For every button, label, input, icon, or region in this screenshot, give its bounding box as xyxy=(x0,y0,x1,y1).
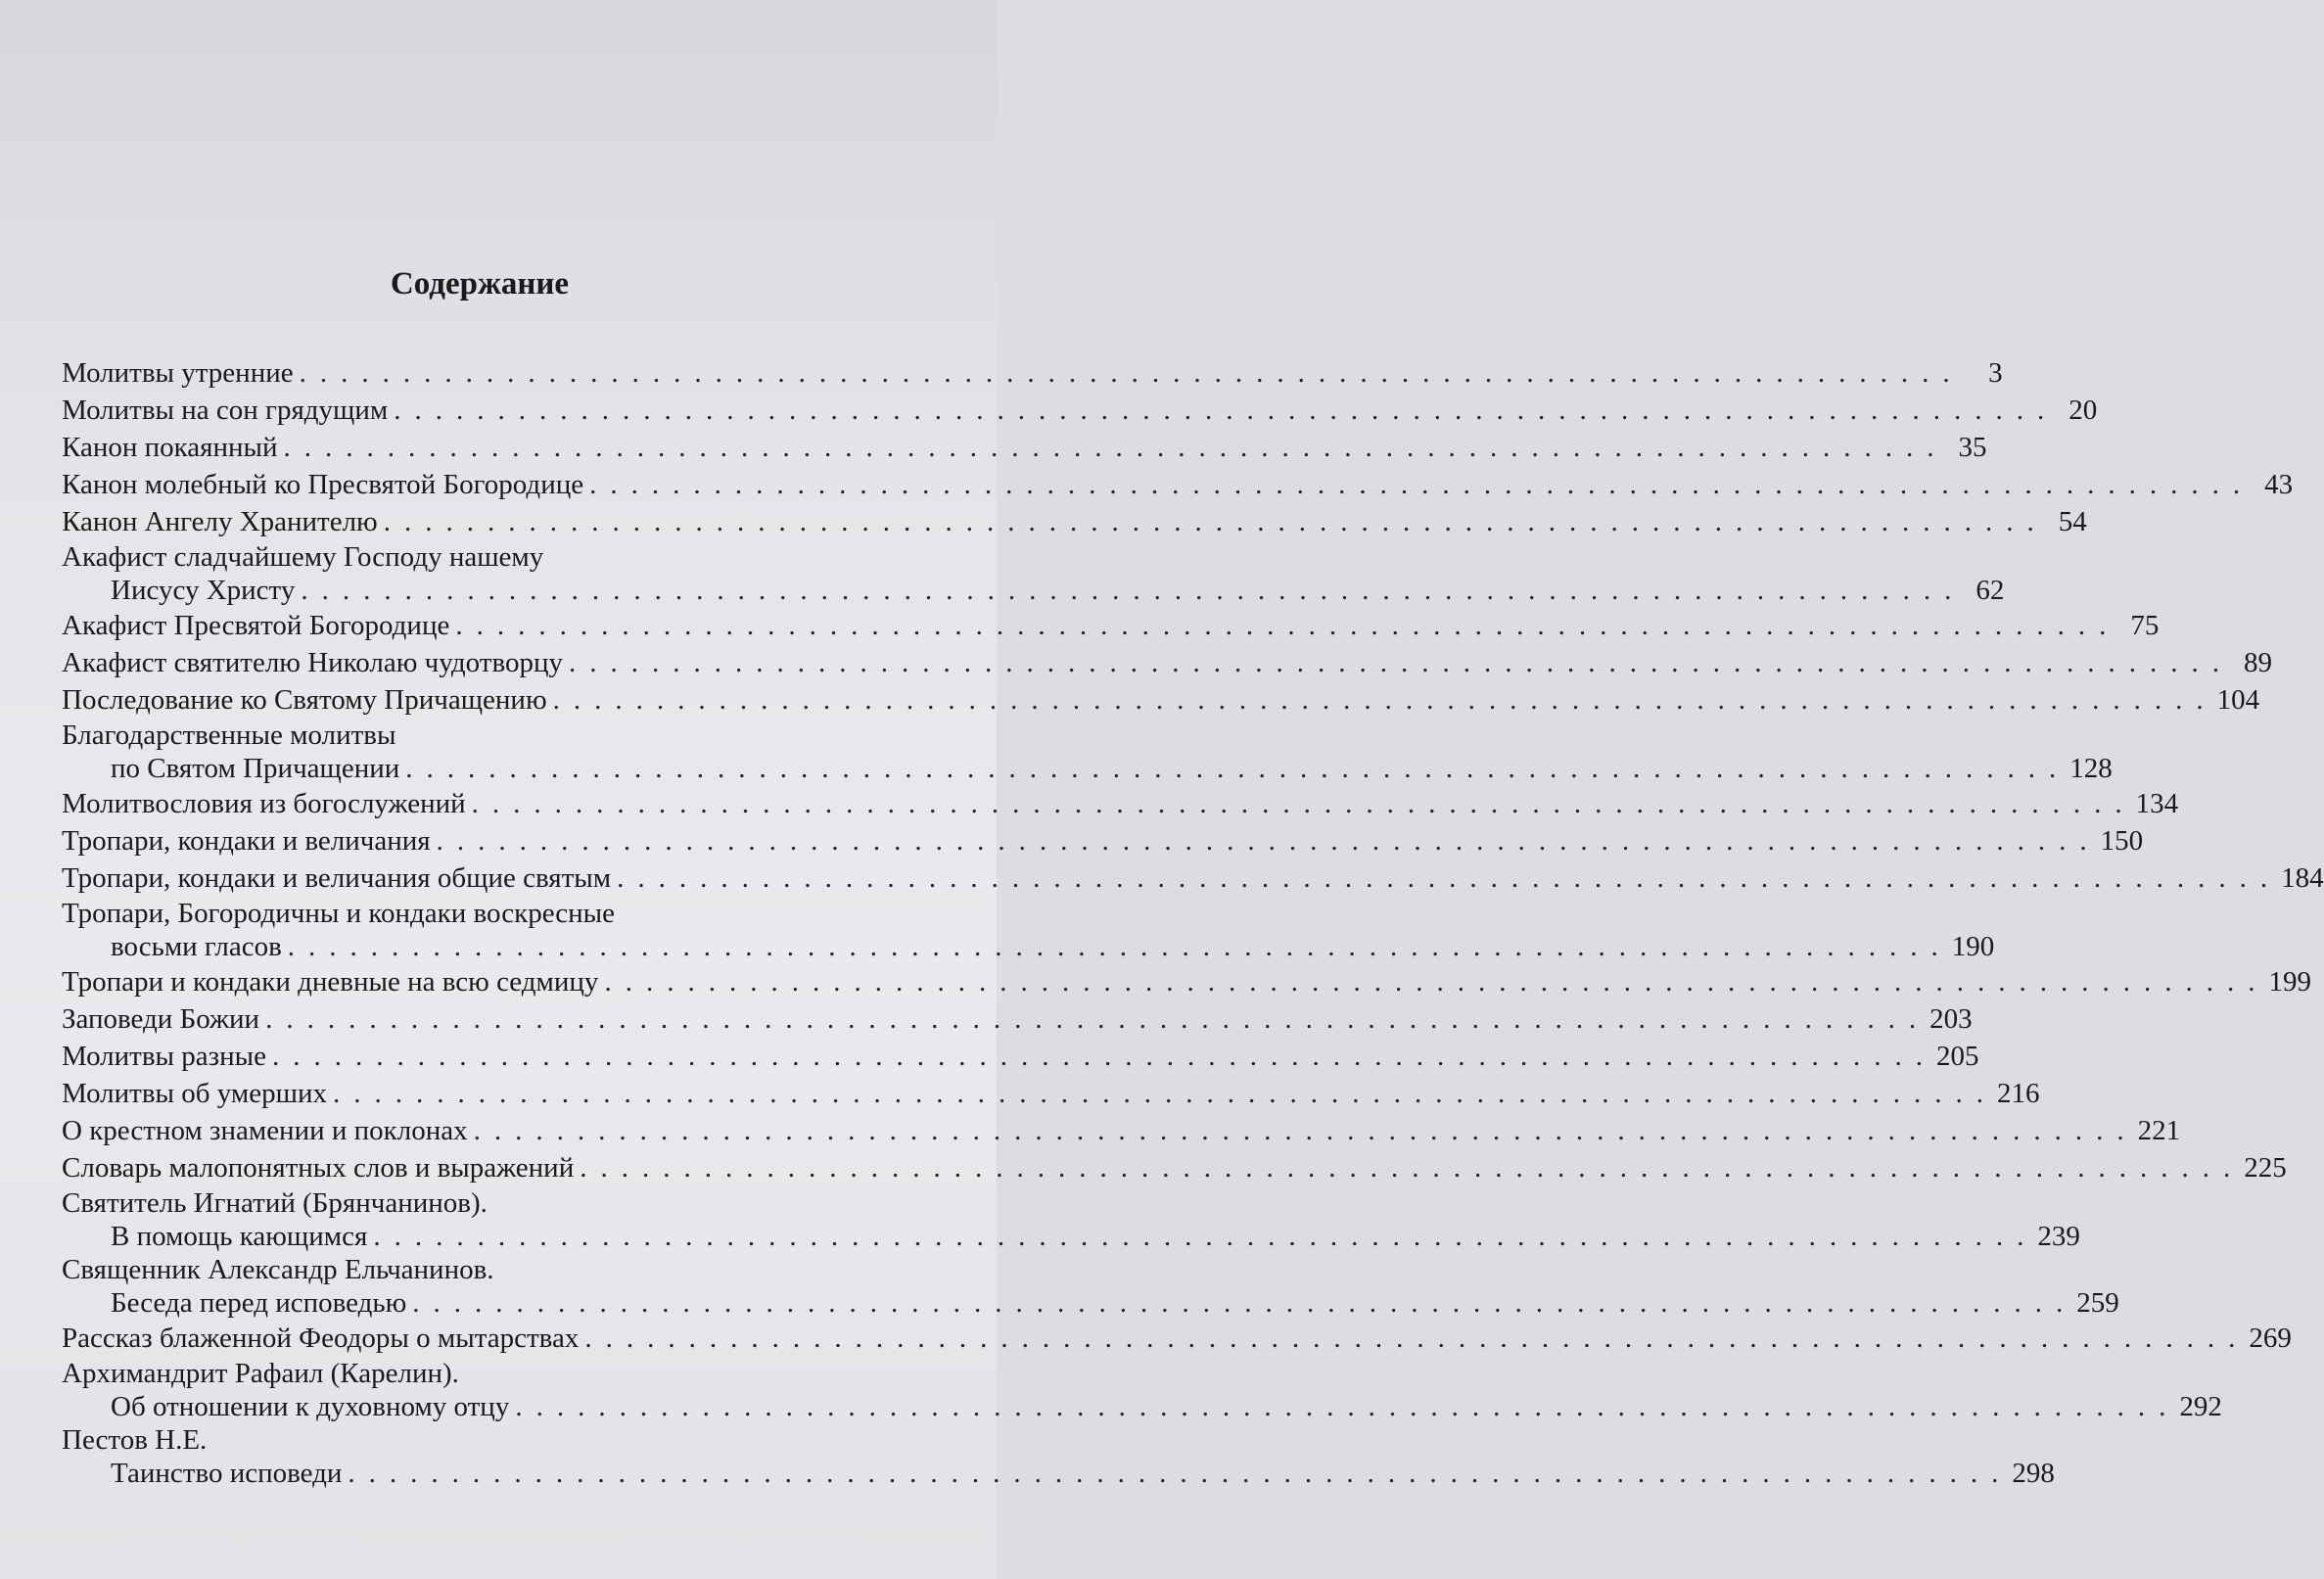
toc-page-number: 104 xyxy=(2216,684,2260,716)
toc-entry xyxy=(62,897,1995,963)
toc-line xyxy=(62,1038,1979,1075)
toc-entry-title: Об отношении к духовному отцу xyxy=(111,1391,510,1422)
toc-entry-title: Тропари, кондаки и величания общие святым xyxy=(62,862,612,894)
dot-leader: ................................................................................ xyxy=(265,1003,1930,1035)
toc-entry-title: Пестов Н.Е. xyxy=(62,1424,208,1456)
toc-line xyxy=(62,607,2160,644)
toc-entry xyxy=(62,392,2098,429)
toc-entry-title: Последование ко Святому Причащению xyxy=(62,684,547,716)
toc-page-number: 221 xyxy=(2137,1115,2181,1146)
dot-leader: ................................................................................ xyxy=(287,931,1952,962)
toc-page-number: 89 xyxy=(2244,647,2272,678)
toc-page-number: 54 xyxy=(2058,506,2087,537)
toc-entry-title: по Святом Причащении xyxy=(111,753,400,784)
dot-leader: ................................................................................ xyxy=(283,432,1948,463)
toc-entry xyxy=(62,1186,2080,1253)
toc-entry xyxy=(62,822,2144,859)
toc-line xyxy=(62,1253,904,1286)
toc-entry-title: Архимандрит Рафаил (Карелин). xyxy=(62,1358,459,1389)
toc-entry-title: Молитвы разные xyxy=(62,1041,266,1072)
dot-leader: ................................................................................ xyxy=(617,862,2282,894)
dot-leader: ................................................................................ xyxy=(515,1391,2180,1422)
toc-line xyxy=(62,752,2113,785)
toc-entry-title: Рассказ блаженной Феодоры о мытарствах xyxy=(62,1323,580,1354)
toc-page-number: 134 xyxy=(2135,788,2179,819)
toc-entry xyxy=(62,1253,2119,1320)
toc-entry-title: Заповеди Божии xyxy=(62,1003,260,1035)
toc-line xyxy=(62,719,904,752)
toc-line xyxy=(62,1423,904,1457)
toc-page-number: 203 xyxy=(1929,1003,1973,1035)
dot-leader: ................................................................................ xyxy=(332,1078,1997,1109)
toc-page-number: 190 xyxy=(1951,931,1995,962)
toc-entry-title: Тропари, Богородичны и кондаки воскресные xyxy=(62,898,616,929)
dot-leader: ................................................................................ xyxy=(473,1115,2138,1146)
toc-entry xyxy=(62,1038,1979,1075)
toc-entry xyxy=(62,785,2179,822)
toc-line xyxy=(62,540,904,574)
dot-leader: ................................................................................ xyxy=(604,966,2269,998)
toc-entry xyxy=(62,466,2294,503)
toc-entry xyxy=(62,1075,2040,1112)
dot-leader: ................................................................................ xyxy=(569,647,2233,678)
toc-entry-title: Канон покаянный xyxy=(62,432,278,463)
toc-line xyxy=(62,429,1987,466)
toc-page-number: 216 xyxy=(1996,1078,2040,1109)
dot-leader: ................................................................................ xyxy=(405,753,2070,784)
toc-entry-title: Канон молебный ко Пресвятой Богородице xyxy=(62,469,584,500)
table-of-contents xyxy=(62,354,2324,1490)
toc-entry-title: Молитвы об умерших xyxy=(62,1078,327,1109)
toc-page-number: 184 xyxy=(2281,862,2324,894)
toc-line xyxy=(62,392,2098,429)
dot-leader: ................................................................................ xyxy=(299,357,1964,389)
toc-line xyxy=(62,963,2311,1000)
toc-line xyxy=(62,1000,1973,1038)
toc-line xyxy=(62,574,2005,607)
toc-entry xyxy=(62,681,2260,719)
toc-entry xyxy=(62,540,2005,607)
toc-line xyxy=(62,930,1995,963)
toc-page-number: 298 xyxy=(2012,1458,2055,1489)
toc-line xyxy=(62,1149,2287,1186)
toc-entry-title: Молитвы на сон грядущим xyxy=(62,395,389,426)
dot-leader: ................................................................................ xyxy=(348,1458,2013,1489)
toc-line xyxy=(62,1075,2040,1112)
toc-line xyxy=(62,681,2260,719)
toc-entry-title: О крестном знамении и поклонах xyxy=(62,1115,468,1146)
toc-entry xyxy=(62,644,2272,681)
toc-entry-title: Акафист Пресвятой Богородице xyxy=(62,610,450,641)
dot-leader: ................................................................................ xyxy=(383,506,2048,537)
toc-entry-title: Священник Александр Ельчанинов. xyxy=(62,1254,494,1285)
dot-leader: ................................................................................ xyxy=(301,575,1966,606)
toc-page-number: 239 xyxy=(2037,1221,2080,1252)
toc-entry xyxy=(62,1357,2222,1423)
toc-line xyxy=(62,1286,2119,1320)
dot-leader: ................................................................................ xyxy=(552,684,2217,716)
toc-entry-title: Тропари и кондаки дневные на всю седмицу xyxy=(62,966,599,998)
toc-line xyxy=(62,1186,904,1220)
toc-entry-title: Словарь малопонятных слов и выражений xyxy=(62,1152,575,1184)
toc-page-number: 20 xyxy=(2068,395,2098,426)
toc-entry-title: В помощь кающимся xyxy=(111,1221,368,1252)
dot-leader: ................................................................................ xyxy=(271,1041,1936,1072)
toc-line xyxy=(62,503,2087,540)
toc-page-number: 62 xyxy=(1975,575,2005,606)
toc-page-number: 3 xyxy=(1988,357,2003,389)
toc-page-number: 269 xyxy=(2249,1323,2292,1354)
toc-entry xyxy=(62,1320,2292,1357)
dot-leader: ................................................................................ xyxy=(584,1323,2250,1354)
toc-entry xyxy=(62,719,2113,785)
toc-line xyxy=(62,897,904,930)
toc-line xyxy=(62,859,2324,897)
toc-line xyxy=(62,822,2144,859)
toc-page-number: 75 xyxy=(2130,610,2160,641)
toc-line xyxy=(62,1357,904,1390)
toc-entry xyxy=(62,503,2087,540)
toc-entry-title: Святитель Игнатий (Брянчанинов). xyxy=(62,1187,488,1219)
dot-leader: ................................................................................ xyxy=(412,1287,2077,1319)
toc-entry xyxy=(62,1423,2055,1490)
toc-line xyxy=(62,1220,2080,1253)
toc-entry-title: Благодарственные молитвы xyxy=(62,720,396,751)
toc-page-number: 128 xyxy=(2069,753,2113,784)
toc-page-number: 150 xyxy=(2100,825,2144,857)
toc-line xyxy=(62,1320,2292,1357)
toc-entry-title: Иисусу Христу xyxy=(111,575,296,606)
toc-entry xyxy=(62,859,2324,897)
toc-page-number: 35 xyxy=(1958,432,1987,463)
toc-page-number: 259 xyxy=(2076,1287,2119,1319)
toc-entry xyxy=(62,354,2003,392)
toc-entry xyxy=(62,1000,1973,1038)
toc-entry-title: Тропари, кондаки и величания xyxy=(62,825,431,857)
toc-entry-title: Молитвословия из богослужений xyxy=(62,788,466,819)
toc-page-number: 43 xyxy=(2264,469,2294,500)
toc-page-number: 292 xyxy=(2179,1391,2222,1422)
dot-leader: ................................................................................ xyxy=(373,1221,2038,1252)
toc-entry xyxy=(62,429,1987,466)
toc-page-number: 205 xyxy=(1935,1041,1979,1072)
toc-line xyxy=(62,644,2272,681)
toc-entry xyxy=(62,963,2311,1000)
dot-leader: ................................................................................ xyxy=(589,469,2254,500)
page-title: Содержание xyxy=(390,266,570,302)
toc-line xyxy=(62,785,2179,822)
toc-line xyxy=(62,1112,2181,1149)
toc-line xyxy=(62,1390,2222,1423)
toc-line xyxy=(62,354,2003,392)
dot-leader: ................................................................................ xyxy=(436,825,2101,857)
toc-entry-title: Беседа перед исповедью xyxy=(111,1287,407,1319)
dot-leader: ................................................................................ xyxy=(455,610,2120,641)
toc-page-number: 199 xyxy=(2268,966,2311,998)
toc-entry-title: Молитвы утренние xyxy=(62,357,294,389)
toc-line xyxy=(62,466,2294,503)
toc-entry-title: Акафист сладчайшему Господу нашему xyxy=(62,541,544,573)
toc-entry xyxy=(62,607,2160,644)
toc-entry-title: Акафист святителю Николаю чудотворцу xyxy=(62,647,563,678)
dot-leader: ................................................................................ xyxy=(394,395,2059,426)
toc-entry xyxy=(62,1149,2287,1186)
toc-page-number: 225 xyxy=(2244,1152,2287,1184)
toc-entry xyxy=(62,1112,2181,1149)
dot-leader: ................................................................................ xyxy=(471,788,2136,819)
toc-entry-title: Канон Ангелу Хранителю xyxy=(62,506,378,537)
toc-entry-title: восьми гласов xyxy=(111,931,282,962)
toc-line xyxy=(62,1457,2055,1490)
toc-entry-title: Таинство исповеди xyxy=(111,1458,343,1489)
dot-leader: ................................................................................ xyxy=(580,1152,2245,1184)
